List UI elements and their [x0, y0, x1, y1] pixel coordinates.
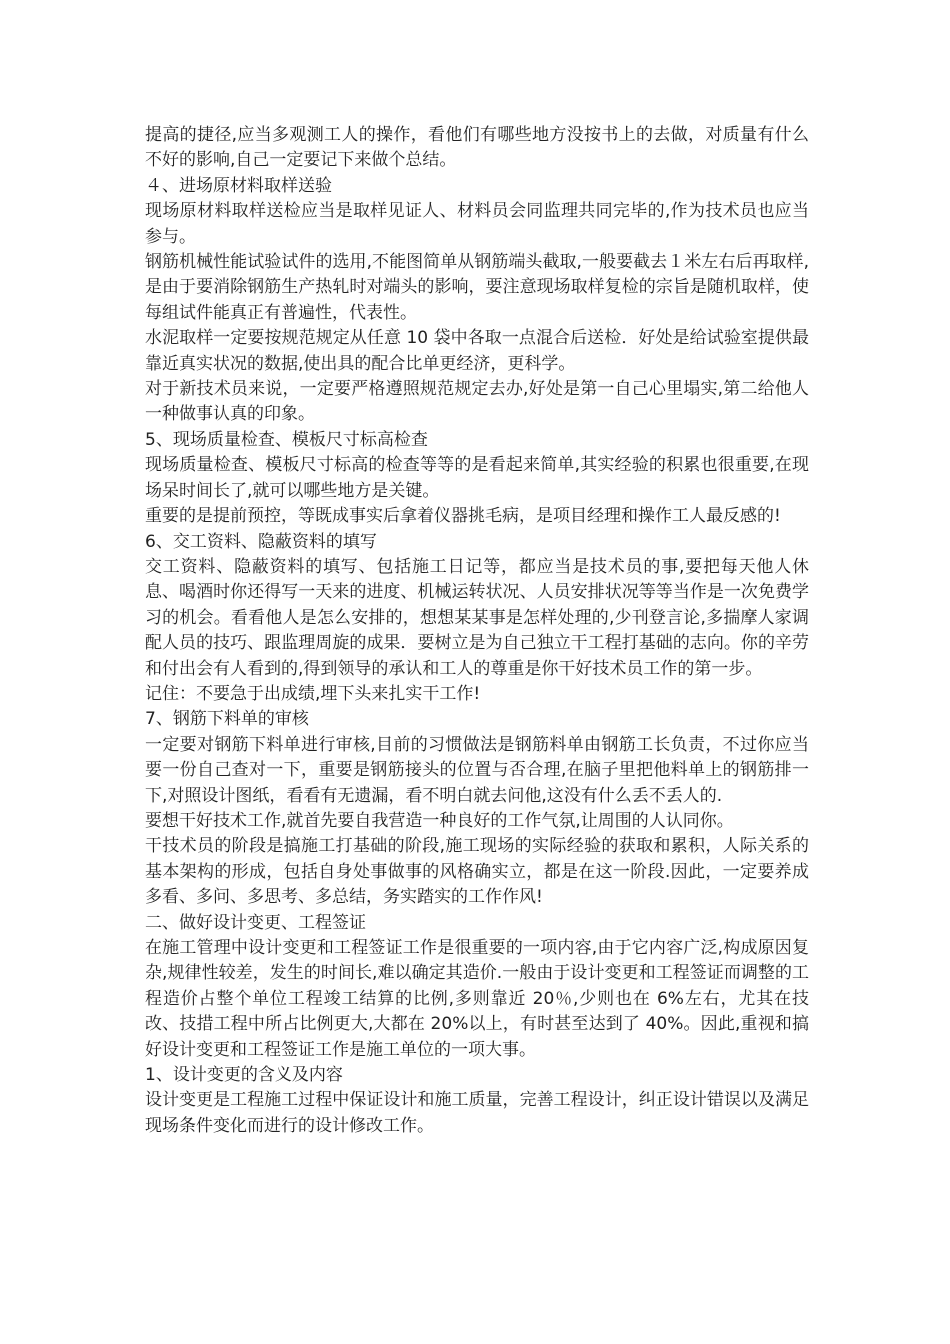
document-body [145, 123, 809, 1139]
paragraph: 提高的捷径,应当多观测工人的操作，看他们有哪些地方没按书上的去做，对质量有什么不好的影响,自己一定要记下来做个总结。 [145, 125, 809, 171]
paragraph: 现场质量检查、模板尺寸标高的检查等等的是看起来简单,其实经验的积累也很重要,在现场呆时间长了,就可以哪些地方是关键。 [145, 455, 809, 501]
paragraph: 一定要对钢筋下料单进行审核,目前的习惯做法是钢筋料单由钢筋工长负责，不过你应当要一份自己查对一下，重要是钢筋接头的位置与否合理,在脑子里把他料单上的钢筋排一下,对照设计图纸，看看有无遗漏，看不明白就去问他,这没有什么丢不丢人的. [145, 734, 809, 806]
paragraph: 交工资料、隐蔽资料的填写、包括施工日记等，都应当是技术员的事,要把每天他人休息、喝酒时你还得写一天来的进度、机械运转状况、人员安排状况等等当作是一次免费学习的机会。看看他人是怎么安排的，想想某某事是怎样处理的,少刊登言论,多揣摩人家调配人员的技巧、跟监理周旋的成果．要树立是为自己独立干工程打基础的志向。你的辛劳和付出会有人看到的,得到领导的承认和工人的尊重是你干好技术员工作的第一步。 [145, 556, 809, 679]
section-heading: 5、现场质量检查、模板尺寸标高检查 [145, 429, 428, 450]
paragraph: 钢筋机械性能试验试件的选用,不能图简单从钢筋端头截取,一般要截去１米左右后再取样,是由于要消除钢筋生产热轧时对端头的影响，要注意现场取样复检的宗旨是随机取样，使每组试件能真正有普遍性，代表性。 [145, 252, 809, 323]
paragraph: 要想干好技术工作,就首先要自我营造一种良好的工作气氛,让周围的人认同你。 [145, 810, 734, 831]
paragraph: 对于新技术员来说，一定要严格遵照规范规定去办,好处是第一自己心里塌实,第二给他人一种做事认真的印象。 [145, 379, 809, 425]
section-heading: 二、做好设计变更、工程签证 [145, 912, 366, 933]
paragraph: 干技术员的阶段是搞施工打基础的阶段,施工现场的实际经验的获取和累积，人际关系的基本架构的形成，包括自身处事做事的风格确实立，都是在这一阶段.因此，一定要养成多看、多问、多思考、多总结，务实踏实的工作作风! [145, 836, 809, 908]
paragraph: 设计变更是工程施工过程中保证设计和施工质量，完善工程设计，纠正设计错误以及满足现场条件变化而进行的设计修改工作。 [145, 1090, 809, 1136]
section-heading: 6、交工资料、隐蔽资料的填写 [145, 531, 377, 552]
paragraph: 现场原材料取样送检应当是取样见证人、材料员会同监理共同完毕的,作为技术员也应当参与。 [145, 201, 809, 247]
paragraph: 在施工管理中设计变更和工程签证工作是很重要的一项内容,由于它内容广泛,构成原因复杂,规律性较差，发生的时间长,难以确定其造价.一般由于设计变更和工程签证而调整的工程造价占整个单位工程竣工结算的比例,多则靠近 20％,少则也在 6%左右，尤其在技改、技措工程中所占比例更大,大都在 20%以上，有时甚至达到了 40%。因此,重视和搞好设计变更和工程签证工作是施工单位的一项大事。 [145, 938, 809, 1060]
section-heading: 1、设计变更的含义及内容 [145, 1065, 343, 1086]
paragraph: 记住：不要急于出成绩,埋下头来扎实干工作! [145, 683, 481, 704]
section-heading: 7、钢筋下料单的审核 [145, 709, 309, 730]
paragraph: 重要的是提前预控，等既成事实后拿着仪器挑毛病，是项目经理和操作工人最反感的! [145, 506, 781, 527]
paragraph: 水泥取样一定要按规范规定从任意 10 袋中各取一点混合后送检．好处是给试验室提供最靠近真实状况的数据,使出具的配合比单更经济，更科学。 [145, 328, 809, 374]
section-heading: ４、进场原材料取样送验 [145, 175, 332, 196]
